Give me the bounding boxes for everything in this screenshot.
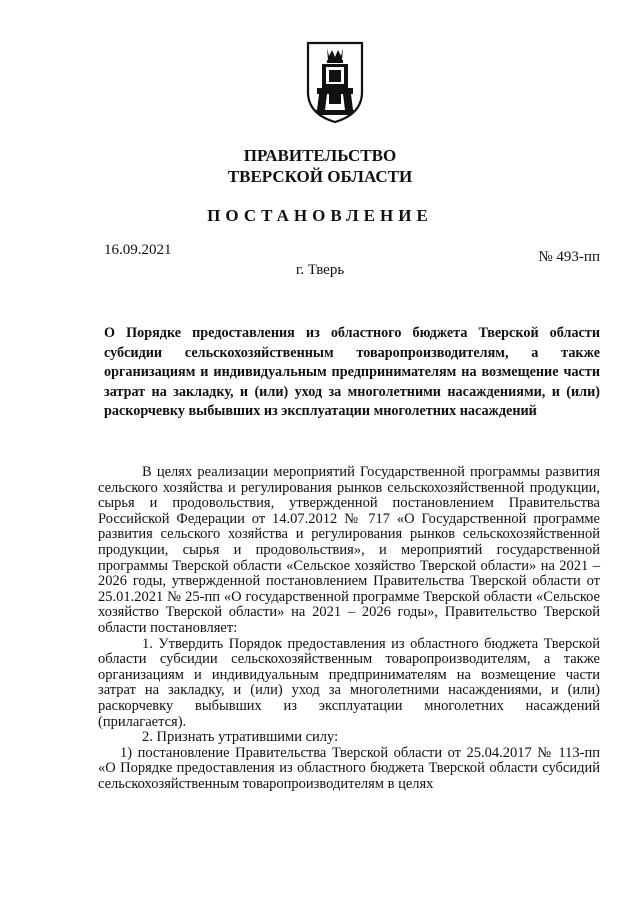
item-paragraph: 1. Утвердить Порядок предоставления из областного бюджета Тверской области субсидии сельскохозяйственным товаропроизводителям, а также организациям и индивидуальным предпринимателям на возмещение части затрат на закладку, и (или) уход за многолетними насаждениями, и (или) раскорчевку выбывших из эксплуатации многолетних насаждений (прилагается). <box>98 635 600 730</box>
document-date: 16.09.2021 <box>104 242 172 258</box>
tver-coat-of-arms-icon <box>305 40 365 124</box>
government-name: ПРАВИТЕЛЬСТВО <box>243 146 397 165</box>
subitem-paragraph: 1) постановление Правительства Тверской области от 25.04.2017 № 113-пп «О Порядке предоставления из областного бюджета Тверской области субсидий сельскохозяйственным товаропроизводителям в целях <box>98 744 600 792</box>
document-city: г. Тверь <box>295 262 345 278</box>
document-number: № 493-пп <box>538 249 600 265</box>
document-type: ПОСТАНОВЛЕНИЕ <box>207 206 433 225</box>
item-paragraph: 2. Признать утратившими силу: <box>142 729 339 746</box>
government-title <box>0 145 640 187</box>
preamble-paragraph: В целях реализации мероприятий Государственной программы развития сельского хозяйства и регулирования рынков сельскохозяйственной продукции, сырья и продовольствия, утвержденной постановлением Правительства Российской Федерации от 14.07.2012 № 717 «О Государственной программе развития сельского хозяйства и регулирования рынков сельскохозяйственной продукции, сырья и продовольствия», и мероприятий государственной программы Тверской области «Сельское хозяйство Тверской области» на 2021 – 2026 годы, утвержденной постановлением Правительства Тверской области от 25.01.2021 № 25-пп «О государственной программе Тверской области «Сельское хозяйство Тверской области» на 2021 – 2026 годы», Правительство Тверской области постановляет: <box>98 464 600 636</box>
document-subject: О Порядке предоставления из областного бюджета Тверской области субсидии сельскохозяйственным товаропроизводителям, а также организациям и индивидуальным предпринимателям на возмещение части затрат на закладку, и (или) уход за многолетними насаждениями, и (или) раскорчевку выбывших из эксплуатации многолетних насаждений <box>104 325 600 419</box>
document-body <box>98 465 600 792</box>
region-name: ТВЕРСКОЙ ОБЛАСТИ <box>227 167 413 186</box>
